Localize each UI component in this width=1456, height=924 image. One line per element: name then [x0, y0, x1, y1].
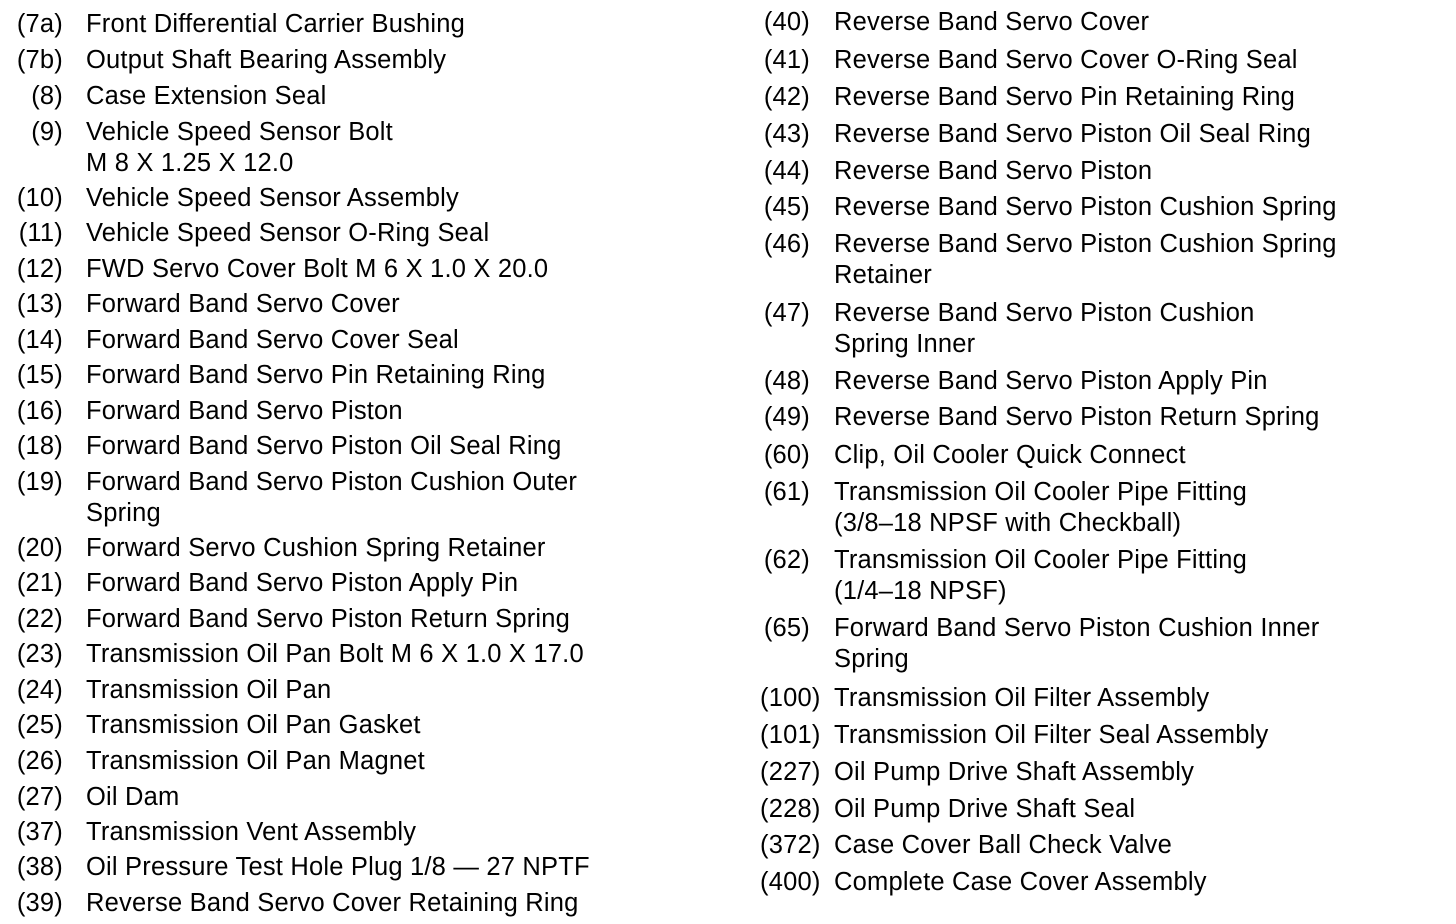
- item-description-line: Reverse Band Servo Piston: [834, 157, 1153, 185]
- item-number: (42): [763, 83, 810, 111]
- list-item: [760, 866, 1207, 898]
- list-item: [760, 191, 1337, 223]
- list-item: [0, 217, 489, 249]
- item-description-line: Case Extension Seal: [86, 82, 327, 110]
- list-item: [760, 81, 1295, 113]
- item-number: (45): [763, 193, 810, 221]
- item-description: [834, 365, 1268, 397]
- item-description-line: (3/8–18 NPSF with Checkball): [834, 509, 1182, 537]
- list-item: [0, 182, 459, 214]
- item-description-line: Reverse Band Servo Piston Return Spring: [834, 403, 1320, 431]
- item-description-line: Forward Band Servo Piston Return Spring: [86, 605, 571, 633]
- item-description-line: Spring Inner: [834, 330, 976, 358]
- list-item: [760, 297, 1255, 360]
- list-item: [760, 682, 1209, 714]
- item-description-line: Forward Servo Cushion Spring Retainer: [86, 534, 546, 562]
- item-description: [86, 709, 421, 741]
- item-description-line: Transmission Oil Filter Assembly: [834, 684, 1210, 712]
- item-number: (8): [31, 82, 63, 110]
- item-description: [834, 44, 1298, 76]
- item-description: [834, 476, 1247, 539]
- item-number: (49): [763, 403, 810, 431]
- list-item: [0, 638, 584, 670]
- item-number: (39): [16, 889, 63, 917]
- item-description-line: Oil Pump Drive Shaft Seal: [834, 795, 1136, 823]
- item-description-line: Reverse Band Servo Piston Cushion: [834, 299, 1255, 327]
- item-description: [86, 8, 465, 40]
- item-description-line: Transmission Oil Cooler Pipe Fitting: [834, 478, 1247, 506]
- item-description-line: Forward Band Servo Piston Cushion Inner: [834, 614, 1320, 642]
- list-item: [760, 719, 1268, 751]
- item-description-line: Forward Band Servo Cover: [86, 290, 400, 318]
- list-item: [0, 430, 562, 462]
- item-description: [834, 6, 1149, 38]
- item-number: (24): [16, 676, 63, 704]
- item-description-line: Oil Dam: [86, 783, 180, 811]
- item-description-line: Reverse Band Servo Piston Oil Seal Ring: [834, 120, 1311, 148]
- item-description-line: Front Differential Carrier Bushing: [86, 10, 466, 38]
- item-number: (12): [16, 255, 63, 283]
- list-item: [760, 401, 1319, 433]
- item-description: [834, 118, 1311, 150]
- list-item: [0, 674, 331, 706]
- item-description: [834, 297, 1255, 360]
- item-description: [834, 793, 1135, 825]
- list-item: [0, 745, 425, 777]
- item-description: [834, 191, 1337, 223]
- item-description-line: Reverse Band Servo Cover: [834, 8, 1150, 36]
- item-description-line: M 8 X 1.25 X 12.0: [86, 149, 294, 177]
- item-number: (43): [763, 120, 810, 148]
- item-number: (23): [16, 640, 63, 668]
- item-description: [86, 638, 584, 670]
- item-description: [834, 829, 1172, 861]
- item-description-line: Transmission Oil Pan Gasket: [86, 711, 421, 739]
- item-number: (227): [760, 758, 821, 786]
- item-description-line: Vehicle Speed Sensor Assembly: [86, 184, 459, 212]
- item-description: [834, 155, 1152, 187]
- item-description-line: Forward Band Servo Piston Oil Seal Ring: [86, 432, 562, 460]
- item-description: [86, 466, 577, 529]
- item-description: [86, 288, 400, 320]
- item-number: (7a): [16, 10, 63, 38]
- item-number: (9): [31, 118, 63, 146]
- item-description-line: Reverse Band Servo Pin Retaining Ring: [834, 83, 1295, 111]
- item-description: [86, 324, 459, 356]
- item-description: [86, 816, 416, 848]
- item-description-line: Forward Band Servo Piston Apply Pin: [86, 569, 519, 597]
- item-description-line: Case Cover Ball Check Valve: [834, 831, 1172, 859]
- item-number: (15): [16, 361, 63, 389]
- item-description: [86, 182, 459, 214]
- item-description: [86, 80, 327, 112]
- item-description: [86, 567, 518, 599]
- item-number: (65): [763, 614, 810, 642]
- list-item: [760, 118, 1311, 150]
- list-item: [760, 544, 1247, 607]
- item-number: (11): [18, 219, 63, 247]
- list-item: [760, 6, 1149, 38]
- list-item: [0, 8, 465, 40]
- item-number: (25): [16, 711, 63, 739]
- list-item: [760, 365, 1268, 397]
- item-description-line: FWD Servo Cover Bolt M 6 X 1.0 X 20.0: [86, 255, 549, 283]
- item-description: [86, 44, 446, 76]
- item-number: (62): [763, 546, 810, 574]
- list-item: [0, 532, 546, 564]
- item-number: (228): [760, 795, 821, 823]
- item-number: (13): [16, 290, 63, 318]
- item-number: (100): [760, 684, 821, 712]
- list-item: [0, 816, 416, 848]
- item-description-line: Spring: [86, 499, 161, 527]
- list-item: [0, 44, 446, 76]
- list-item: [0, 116, 393, 179]
- list-item: [760, 228, 1337, 291]
- item-description-line: Vehicle Speed Sensor Bolt: [86, 118, 393, 146]
- item-number: (38): [16, 853, 63, 881]
- item-description: [834, 544, 1247, 607]
- item-number: (10): [16, 184, 63, 212]
- item-description-line: Complete Case Cover Assembly: [834, 868, 1207, 896]
- item-number: (16): [16, 397, 63, 425]
- item-description-line: Transmission Oil Cooler Pipe Fitting: [834, 546, 1247, 574]
- item-number: (27): [16, 783, 63, 811]
- list-item: [0, 288, 400, 320]
- item-description: [86, 217, 489, 249]
- item-description-line: Vehicle Speed Sensor O-Ring Seal: [86, 219, 490, 247]
- item-number: (14): [16, 326, 63, 354]
- list-item: [0, 567, 518, 599]
- item-description-line: Reverse Band Servo Piston Cushion Spring: [834, 193, 1337, 221]
- list-item: [0, 253, 548, 285]
- list-item: [760, 439, 1186, 471]
- item-description-line: Retainer: [834, 261, 932, 289]
- item-description-line: Transmission Vent Assembly: [86, 818, 417, 846]
- item-description: [86, 253, 548, 285]
- list-item: [0, 851, 590, 883]
- item-description-line: Clip, Oil Cooler Quick Connect: [834, 441, 1186, 469]
- list-item: [0, 887, 579, 919]
- item-number: (40): [763, 8, 810, 36]
- item-description-line: Oil Pump Drive Shaft Assembly: [834, 758, 1195, 786]
- list-item: [0, 466, 577, 529]
- item-description: [86, 116, 393, 179]
- item-number: (18): [16, 432, 63, 460]
- item-description: [834, 439, 1186, 471]
- item-number: (7b): [16, 46, 63, 74]
- item-number: (101): [760, 721, 821, 749]
- list-item: [760, 612, 1319, 675]
- item-description: [834, 401, 1319, 433]
- item-description-line: Spring: [834, 645, 909, 673]
- item-description-line: (1/4–18 NPSF): [834, 577, 1007, 605]
- item-number: (48): [763, 367, 810, 395]
- list-item: [760, 829, 1172, 861]
- item-number: (37): [16, 818, 63, 846]
- item-description-line: Forward Band Servo Piston: [86, 397, 403, 425]
- list-item: [0, 603, 570, 635]
- item-description: [86, 359, 546, 391]
- list-item: [760, 793, 1135, 825]
- item-description-line: Oil Pressure Test Hole Plug 1/8 — 27 NPTF: [86, 853, 590, 881]
- item-description-line: Transmission Oil Pan: [86, 676, 332, 704]
- item-description: [834, 866, 1207, 898]
- item-description: [86, 532, 546, 564]
- item-description: [834, 612, 1319, 675]
- item-number: (400): [760, 868, 821, 896]
- item-number: (46): [763, 230, 810, 258]
- item-number: (19): [16, 468, 63, 496]
- item-description: [86, 603, 570, 635]
- item-description: [86, 395, 403, 427]
- item-number: (22): [16, 605, 63, 633]
- item-number: (21): [16, 569, 63, 597]
- item-description-line: Reverse Band Servo Piston Apply Pin: [834, 367, 1268, 395]
- item-number: (47): [763, 299, 810, 327]
- item-description-line: Transmission Oil Pan Magnet: [86, 747, 425, 775]
- item-description: [834, 719, 1268, 751]
- item-number: (60): [763, 441, 810, 469]
- item-description: [86, 674, 331, 706]
- list-item: [0, 359, 546, 391]
- list-item: [0, 395, 403, 427]
- list-item: [0, 324, 459, 356]
- item-number: (61): [763, 478, 810, 506]
- item-description: [86, 430, 562, 462]
- item-description: [86, 781, 180, 813]
- list-item: [0, 709, 421, 741]
- item-number: (41): [763, 46, 810, 74]
- item-description: [834, 81, 1295, 113]
- list-item: [0, 781, 180, 813]
- item-description: [86, 851, 590, 883]
- item-description-line: Reverse Band Servo Cover O-Ring Seal: [834, 46, 1298, 74]
- list-item: [760, 756, 1194, 788]
- item-number: (44): [763, 157, 810, 185]
- item-description: [86, 745, 425, 777]
- list-item: [760, 155, 1152, 187]
- item-number: (26): [16, 747, 63, 775]
- list-item: [0, 80, 327, 112]
- item-description-line: Reverse Band Servo Cover Retaining Ring: [86, 889, 579, 917]
- item-description-line: Output Shaft Bearing Assembly: [86, 46, 447, 74]
- list-item: [760, 44, 1298, 76]
- item-description-line: Reverse Band Servo Piston Cushion Spring: [834, 230, 1337, 258]
- item-description-line: Transmission Oil Pan Bolt M 6 X 1.0 X 17.0: [86, 640, 584, 668]
- item-description: [86, 887, 579, 919]
- item-description: [834, 228, 1337, 291]
- item-number: (372): [760, 831, 821, 859]
- list-item: [760, 476, 1247, 539]
- item-description: [834, 756, 1194, 788]
- item-description-line: Transmission Oil Filter Seal Assembly: [834, 721, 1269, 749]
- item-number: (20): [16, 534, 63, 562]
- item-description: [834, 682, 1209, 714]
- item-description-line: Forward Band Servo Piston Cushion Outer: [86, 468, 578, 496]
- item-description-line: Forward Band Servo Pin Retaining Ring: [86, 361, 546, 389]
- item-description-line: Forward Band Servo Cover Seal: [86, 326, 459, 354]
